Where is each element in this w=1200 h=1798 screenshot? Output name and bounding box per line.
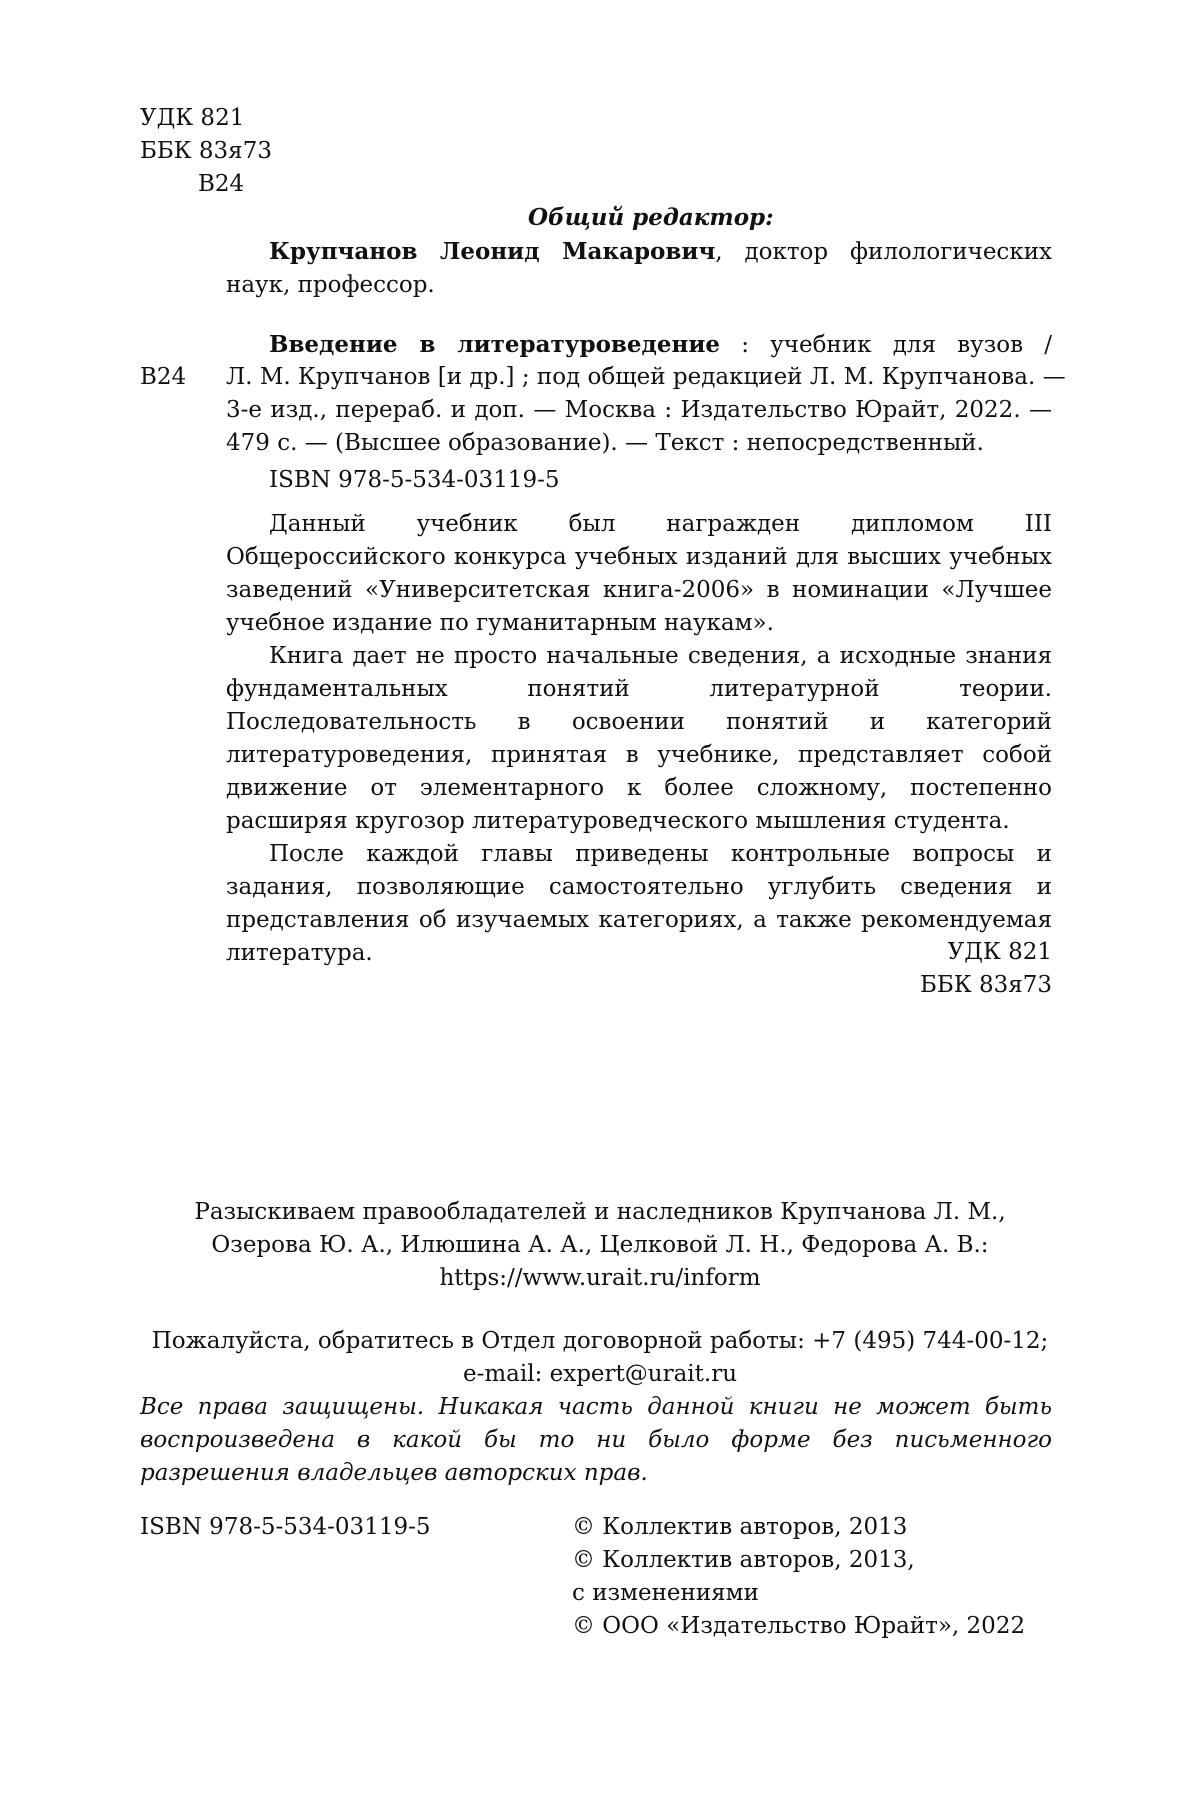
bib-author-mark: В24 <box>140 364 187 390</box>
editor-title: , доктор филологических наук, <box>226 239 1052 298</box>
contact-email: e-mail: expert@urait.ru <box>462 1361 738 1387</box>
bbk-code-right: ББК 83я73 <box>920 972 1052 998</box>
editor-title-cont: профессор. <box>297 272 435 298</box>
bbk-code: ББК 83я73 <box>140 138 272 164</box>
copyright-1: © Коллектив авторов, 2013 <box>572 1514 908 1540</box>
notice-line-2: Озерова Ю. А., Илюшина А. А., Целковой Л. Н., Федорова А. В.: <box>211 1232 989 1258</box>
bib-line-3: 3-е изд., перераб. и доп. — Москва : Издательство Юрайт, 2022. — <box>226 397 1052 423</box>
notice-link: https://www.urait.ru/inform <box>439 1265 761 1291</box>
annotation-paragraph-1: Данный учебник был награжден дипломом III Общероссийского конкурса учебных изданий для высших учебных заведений «Университетская книга-2006» в номинации «Лучшее учебное издание по гуманитарным наукам». <box>226 511 1052 636</box>
copyright-2: © Коллектив авторов, 2013, <box>572 1547 915 1573</box>
isbn-bottom: ISBN 978-5-534-03119-5 <box>140 1514 431 1540</box>
editor-block <box>226 235 1052 302</box>
copyright-2-cont: с изменениями <box>572 1580 759 1606</box>
copyright-3: © ООО «Издательство Юрайт», 2022 <box>572 1613 1026 1639</box>
bib-line-2: Л. М. Крупчанов [и др.] ; под общей редакцией Л. М. Крупчанова. — <box>226 364 1066 390</box>
editor-name: Крупчанов Леонид Макарович <box>269 238 716 265</box>
author-mark: В24 <box>198 171 245 197</box>
annotation-paragraph-2: Книга дает не просто начальные сведения, а исходные знания фундаментальных понятий литературной теории. Последовательность в освоении понятий и категорий литературоведения, принятая в учебнике, представляет собой движение от элементарного к более сложному, постепенно расширяя кругозор литературоведческого мышления студента. <box>226 643 1052 834</box>
udk-code-right: УДК 821 <box>947 939 1052 965</box>
book-title: Введение в литературоведение <box>269 331 721 358</box>
udk-code: УДК 821 <box>140 105 245 131</box>
bib-line-1-rest: : учебник для вузов / <box>720 332 1053 358</box>
isbn-top: ISBN 978-5-534-03119-5 <box>269 467 560 493</box>
bib-line-4: 479 с. — (Высшее образование). — Текст : непосредственный. <box>226 430 984 456</box>
notice-line-1: Разыскиваем правообладателей и наследников Крупчанова Л. М., <box>194 1199 1006 1225</box>
contact-line: Пожалуйста, обратитесь в Отдел договорной работы: +7 (495) 744-00-12; <box>151 1328 1049 1354</box>
editor-heading: Общий редактор: <box>528 204 774 231</box>
annotation-paragraph-3: После каждой главы приведены контрольные вопросы и задания, позволяющие самостоятельно углубить сведения и представления об изучаемых категориях, а также рекомендуемая литература. <box>226 841 1052 966</box>
rights-reserved: Все права защищены. Никакая часть данной книги не может быть воспроизведена в какой бы то ни было форме без письменного разрешения владельцев авторских прав. <box>140 1394 1052 1486</box>
annotation <box>226 508 1052 970</box>
bib-line-1 <box>269 328 1052 362</box>
